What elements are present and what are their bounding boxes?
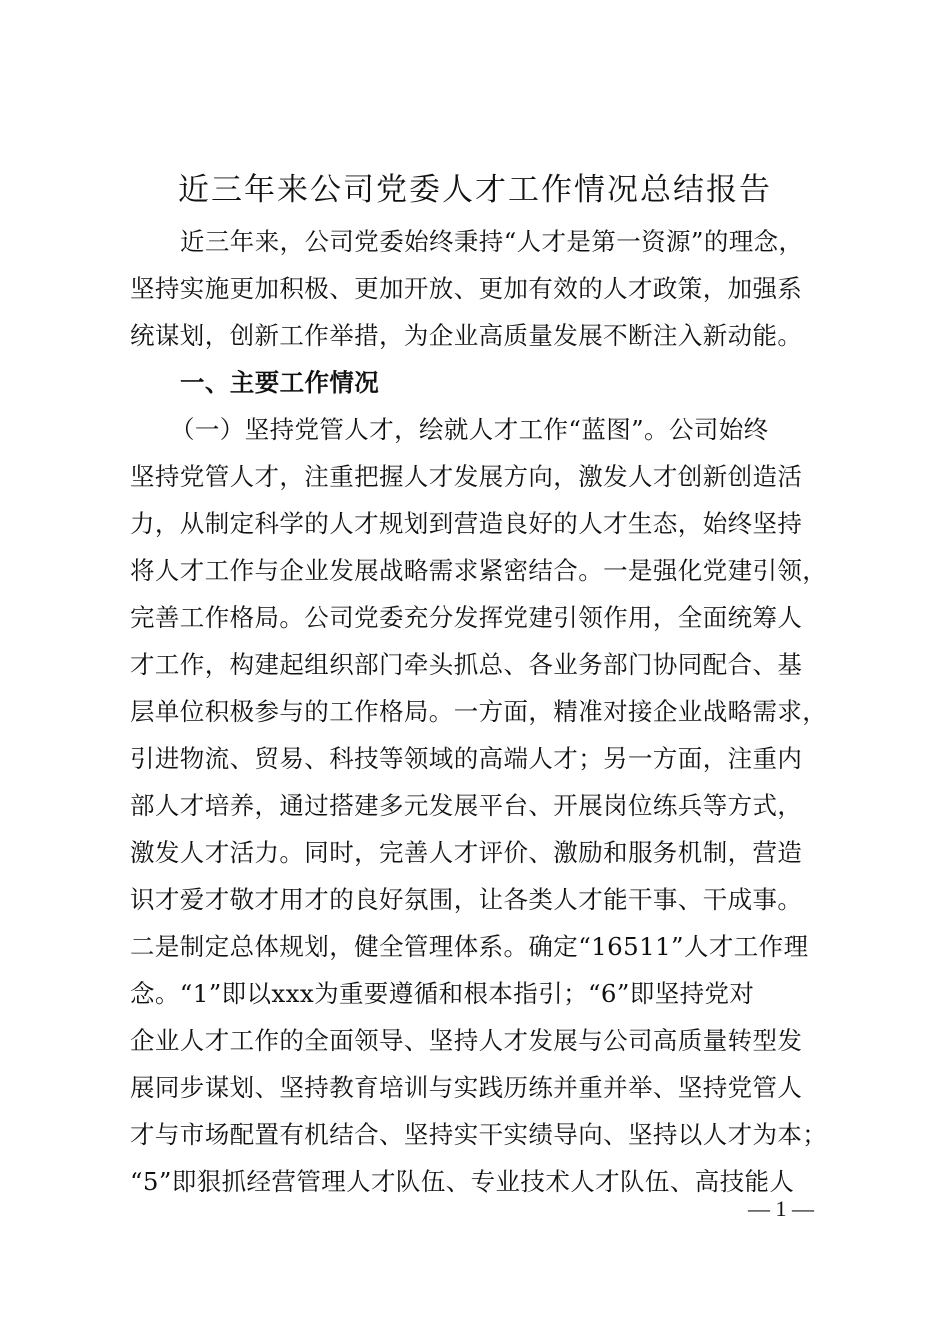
paragraph-line: 企业人才工作的全面领导、坚持人才发展与公司高质量转型发 [130,1026,803,1055]
paragraph-line: （一）坚持党管人才，绘就人才工作“蓝图”。公司始终 [170,415,769,444]
paragraph-line: 激发人才活力。同时，完善人才评价、激励和服务机制，营造 [130,838,803,867]
paragraph-line: 将人才工作与企业发展战略需求紧密结合。一是强化党建引领， [130,556,828,585]
paragraph-line: 部人才培养，通过搭建多元发展平台、开展岗位练兵等方式， [130,791,803,820]
paragraph-line: 才工作，构建起组织部门牵头抓总、各业务部门协同配合、基 [130,650,803,679]
paragraph-line: “5”即狠抓经营管理人才队伍、专业技术人才队伍、高技能人 [130,1167,795,1196]
paragraph-line: 才与市场配置有机结合、坚持实干实绩导向、坚持以人才为本； [130,1120,828,1149]
paragraph-line: 识才爱才敬才用才的良好氛围，让各类人才能干事、干成事。 [130,885,803,914]
paragraph-line: 层单位积极参与的工作格局。一方面，精准对接企业战略需求， [130,697,828,726]
paragraph-line: 二是制定总体规划，健全管理体系。确定“16511”人才工作理 [130,932,809,961]
paragraph-line: 念。“1”即以xxx为重要遵循和根本指引；“6”即坚持党对 [130,979,755,1008]
paragraph-line: 完善工作格局。公司党委充分发挥党建引领作用，全面统筹人 [130,603,803,632]
paragraph-line: 引进物流、贸易、科技等领域的高端人才；另一方面，注重内 [130,744,803,773]
paragraph-line: 近三年来，公司党委始终秉持“人才是第一资源”的理念， [180,227,804,256]
paragraph-line: 统谋划，创新工作举措，为企业高质量发展不断注入新动能。 [130,321,803,350]
document-title: 近三年来公司党委人才工作情况总结报告 [178,172,772,208]
paragraph-line: 坚持实施更加积极、更加开放、更加有效的人才政策，加强系 [130,274,803,303]
paragraph-line: 力，从制定科学的人才规划到营造良好的人才生态，始终坚持 [130,509,803,538]
paragraph-line: 坚持党管人才，注重把握人才发展方向，激发人才创新创造活 [130,462,803,491]
section-heading: 一、主要工作情况 [180,368,380,397]
page-number: — 1 — [748,1196,814,1221]
paragraph-line: 展同步谋划、坚持教育培训与实践历练并重并举、坚持党管人 [130,1073,803,1102]
